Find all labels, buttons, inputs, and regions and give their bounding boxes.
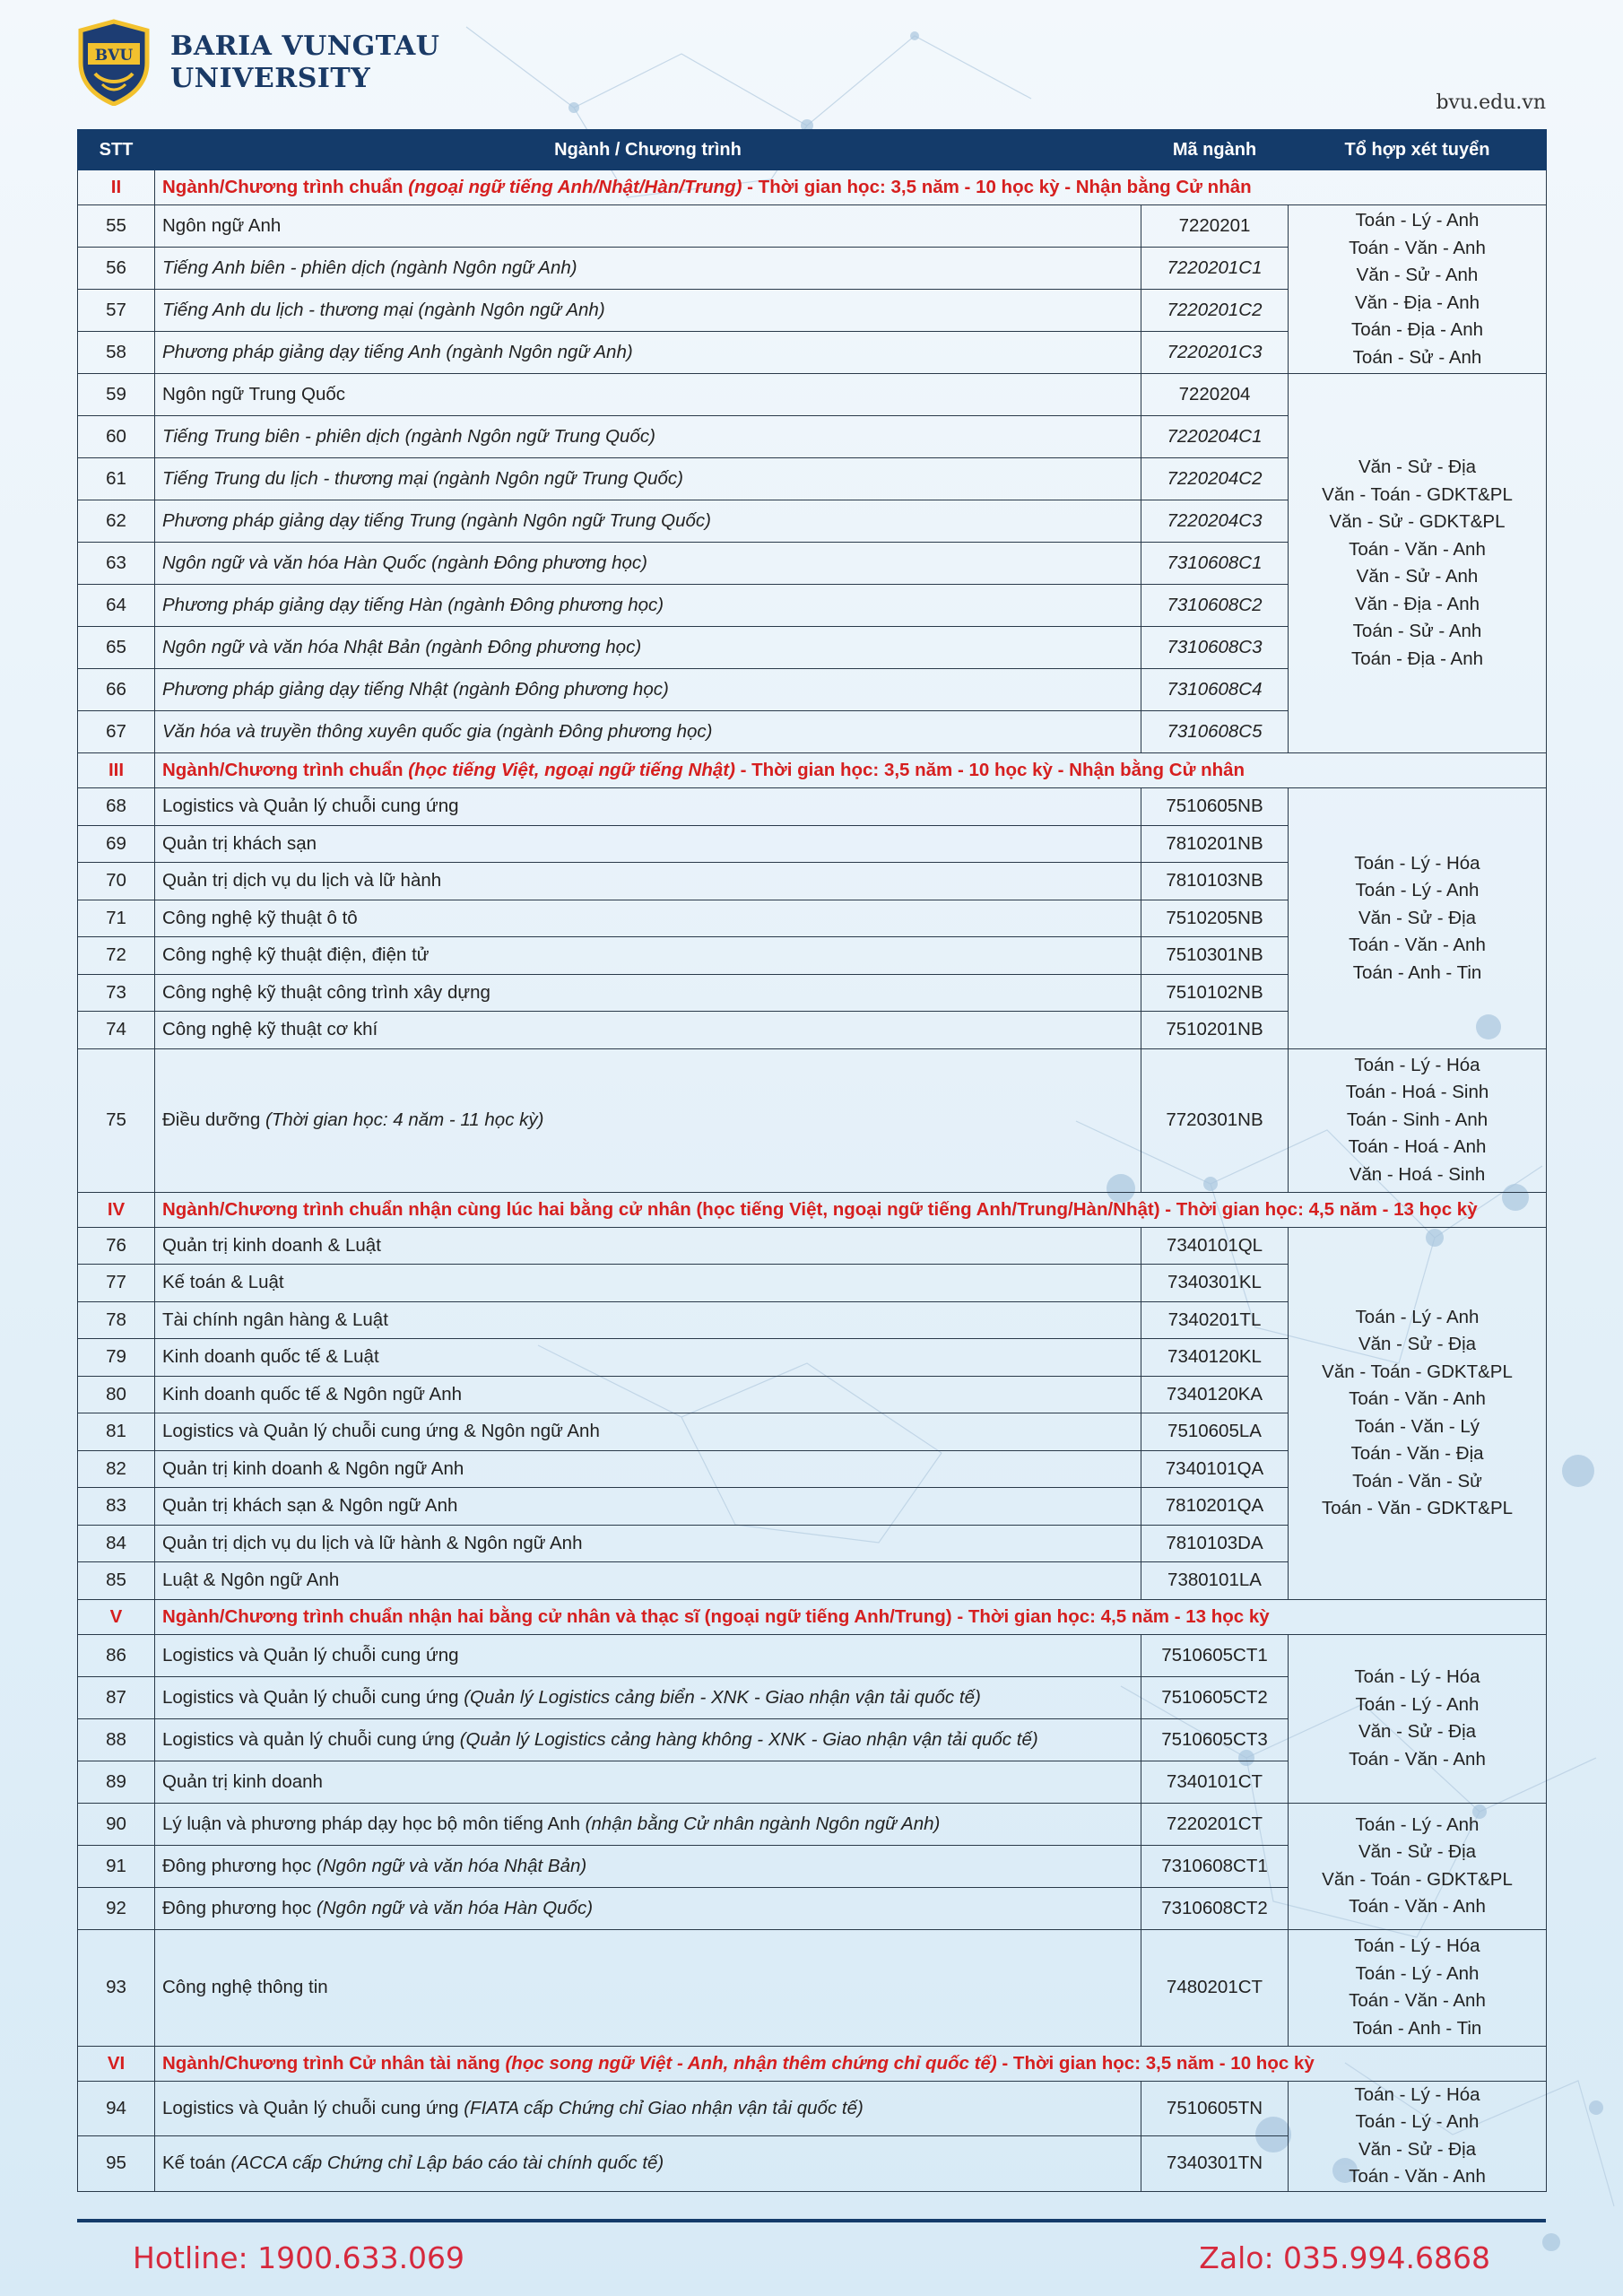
hotline-text[interactable]: Hotline: 1900.633.069 (133, 2240, 465, 2275)
table-row (78, 1803, 1547, 1845)
combination-item: Toán - Lý - Anh (1355, 1306, 1480, 1327)
row-program (155, 1265, 1141, 1302)
combination-item: Toán - Văn - Anh (1349, 237, 1486, 258)
row-stt: 94 (78, 2081, 155, 2136)
program-name: Ngôn ngữ Trung Quốc (162, 384, 346, 404)
row-stt: 84 (78, 1525, 155, 1562)
combination-cell (1289, 1227, 1547, 1599)
row-code: 7340101QL (1141, 1227, 1289, 1265)
combination-item: Toán - Lý - Hóa (1354, 2083, 1480, 2105)
program-name: Logistics và Quản lý chuỗi cung ứng (162, 1644, 459, 1665)
section-title-part: (ngoại ngữ tiếng Anh/Nhật/Hàn/Trung) (408, 177, 742, 197)
university-name-line2: UNIVERSITY (170, 63, 371, 94)
row-stt: 55 (78, 205, 155, 248)
program-name: Ngôn ngữ Anh (162, 215, 282, 236)
program-name: Phương pháp giảng dạy tiếng Hàn (ngành Đông phương học) (162, 595, 664, 615)
row-stt: 68 (78, 788, 155, 826)
section-number: II (78, 170, 155, 205)
combination-item: Toán - Lý - Anh (1355, 1962, 1480, 1984)
row-stt: 90 (78, 1803, 155, 1845)
program-name: Quản trị kinh doanh (162, 1770, 323, 1792)
row-code: 7510301NB (1141, 937, 1289, 975)
university-logo (75, 18, 152, 106)
program-name: Quản trị khách sạn (162, 832, 317, 854)
section-row (78, 170, 1547, 205)
combination-cell (1289, 1929, 1547, 2046)
row-stt: 61 (78, 458, 155, 500)
program-name: Đông phương học (162, 1855, 317, 1876)
table-row (78, 1227, 1547, 1265)
combination-item: Toán - Lý - Anh (1355, 1693, 1480, 1715)
row-code: 7310608C3 (1141, 627, 1289, 669)
section-number: V (78, 1599, 155, 1634)
row-program (155, 1048, 1141, 1192)
row-code: 7340120KL (1141, 1339, 1289, 1377)
row-program (155, 332, 1141, 374)
combination-cell (1289, 2081, 1547, 2191)
combination-item: Toán - Văn - Anh (1349, 1388, 1486, 1409)
combination-cell (1289, 1803, 1547, 1929)
row-program (155, 863, 1141, 900)
row-program (155, 627, 1141, 669)
row-program (155, 205, 1141, 248)
program-name: Tài chính ngân hàng & Luật (162, 1309, 388, 1330)
program-name: Quản trị kinh doanh & Ngôn ngữ Anh (162, 1457, 464, 1479)
table-row (78, 2081, 1547, 2136)
row-stt: 65 (78, 627, 155, 669)
section-title-part: - Thời gian học: 3,5 năm - 10 học kỳ - Nhận bằng Cử nhân (734, 760, 1245, 780)
combination-item: Toán - Sinh - Anh (1346, 1109, 1488, 1130)
section-number: VI (78, 2046, 155, 2081)
combination-item: Văn - Sử - Địa (1358, 1841, 1477, 1862)
section-row (78, 753, 1547, 788)
combination-item: Toán - Văn - Anh (1349, 935, 1486, 955)
row-stt: 58 (78, 332, 155, 374)
row-code: 7310608C2 (1141, 585, 1289, 627)
row-code: 7510102NB (1141, 974, 1289, 1012)
program-name: Văn hóa và truyền thông xuyên quốc gia (ngành Đông phương học) (162, 721, 713, 742)
row-code: 7380101LA (1141, 1562, 1289, 1600)
combination-item: Toán - Văn - Anh (1349, 1748, 1486, 1770)
row-code: 7220201C2 (1141, 290, 1289, 332)
row-stt: 69 (78, 825, 155, 863)
combination-item: Toán - Địa - Anh (1351, 648, 1483, 669)
table-body (78, 170, 1547, 2192)
row-program (155, 937, 1141, 975)
table-row (78, 205, 1547, 248)
university-name (170, 30, 439, 95)
combination-item: Văn - Sử - Địa (1358, 2138, 1477, 2160)
program-note: (Quản lý Logistics cảng hàng không - XNK - Giao nhận vận tải quốc tế) (459, 1728, 1038, 1750)
section-number: IV (78, 1192, 155, 1227)
program-name: Lý luận và phương pháp dạy học bộ môn tiếng Anh (162, 1813, 586, 1834)
combination-item: Văn - Hoá - Sinh (1349, 1163, 1486, 1185)
table-row (78, 788, 1547, 826)
program-name: Quản trị dịch vụ du lịch và lữ hành (162, 870, 442, 891)
section-title-part: Ngành/Chương trình chuẩn (162, 760, 409, 780)
row-stt: 67 (78, 711, 155, 753)
row-program (155, 900, 1141, 937)
row-stt: 88 (78, 1718, 155, 1761)
row-code: 7340120KA (1141, 1376, 1289, 1413)
row-code: 7480201CT (1141, 1929, 1289, 2046)
zalo-text[interactable]: Zalo: 035.994.6868 (1199, 2240, 1490, 2275)
row-stt: 74 (78, 1012, 155, 1049)
combination-item: Toán - Văn - Anh (1349, 538, 1486, 560)
combination-item: Văn - Sử - GDKT&PL (1329, 511, 1506, 532)
program-name: Quản trị kinh doanh & Luật (162, 1234, 381, 1256)
combination-item: Toán - Hoá - Sinh (1345, 1082, 1489, 1103)
row-stt: 77 (78, 1265, 155, 1302)
combination-item: Toán - Địa - Anh (1351, 319, 1483, 340)
section-title (155, 170, 1547, 205)
row-code: 7220204C3 (1141, 500, 1289, 543)
program-note: (ACCA cấp Chứng chỉ Lập báo cáo tài chính quốc tế) (230, 2152, 664, 2174)
row-program (155, 974, 1141, 1012)
combination-item: Toán - Sử - Anh (1352, 621, 1482, 641)
program-name: Quản trị khách sạn & Ngôn ngữ Anh (162, 1495, 458, 1517)
row-program (155, 1718, 1141, 1761)
combination-item: Toán - Sử - Anh (1352, 346, 1482, 368)
row-code: 7310608C1 (1141, 543, 1289, 585)
programs-table (77, 129, 1547, 2192)
row-program (155, 2136, 1141, 2192)
section-title (155, 753, 1547, 788)
row-program (155, 248, 1141, 290)
row-stt: 70 (78, 863, 155, 900)
program-name: Kế toán & Luật (162, 1272, 284, 1293)
row-code: 7310608C5 (1141, 711, 1289, 753)
row-program (155, 788, 1141, 826)
program-name: Công nghệ kỹ thuật ô tô (162, 907, 358, 928)
header-stt: STT (78, 130, 155, 170)
row-stt: 92 (78, 1887, 155, 1929)
section-number: III (78, 753, 155, 788)
program-name: Điều dưỡng (162, 1109, 265, 1130)
website-link[interactable]: bvu.edu.vn (1436, 91, 1546, 114)
row-program (155, 1562, 1141, 1600)
row-stt: 91 (78, 1845, 155, 1887)
row-program (155, 669, 1141, 711)
university-name-line1: BARIA VUNGTAU (170, 30, 440, 62)
row-program (155, 825, 1141, 863)
row-stt: 75 (78, 1048, 155, 1192)
row-code: 7220201C3 (1141, 332, 1289, 374)
section-title-part: Ngành/Chương trình Cử nhân tài năng (162, 2052, 506, 2074)
row-stt: 81 (78, 1413, 155, 1451)
row-program (155, 585, 1141, 627)
row-program (155, 1803, 1141, 1845)
program-name: Công nghệ kỹ thuật công trình xây dựng (162, 981, 490, 1003)
section-row (78, 2046, 1547, 2081)
row-code: 7810201NB (1141, 825, 1289, 863)
combination-item: Toán - Văn - GDKT&PL (1321, 1498, 1514, 1518)
row-stt: 79 (78, 1339, 155, 1377)
program-note: (FIATA cấp Chứng chỉ Giao nhận vận tải quốc tế) (464, 2097, 864, 2118)
row-program (155, 1488, 1141, 1526)
combination-item: Toán - Lý - Hóa (1354, 1935, 1480, 1956)
program-name: Phương pháp giảng dạy tiếng Anh (ngành Ngôn ngữ Anh) (162, 342, 633, 362)
row-code: 7220201 (1141, 205, 1289, 248)
row-program (155, 711, 1141, 753)
page-header (75, 18, 1546, 114)
combination-item: Văn - Sử - Địa (1358, 907, 1477, 928)
combination-item: Toán - Lý - Anh (1355, 1813, 1480, 1835)
program-name: Công nghệ kỹ thuật cơ khí (162, 1019, 378, 1040)
row-stt: 76 (78, 1227, 155, 1265)
combination-item: Văn - Sử - Anh (1356, 265, 1479, 285)
section-title-part: Ngành/Chương trình chuẩn (162, 177, 409, 197)
row-program (155, 1845, 1141, 1887)
program-name: Logistics và Quản lý chuỗi cung ứng (162, 2097, 464, 2118)
table-row (78, 1634, 1547, 1676)
header-program: Ngành / Chương trình (155, 130, 1141, 170)
row-program (155, 1301, 1141, 1339)
combination-item: Văn - Địa - Anh (1354, 291, 1480, 313)
row-code: 7510205NB (1141, 900, 1289, 937)
header-code: Mã ngành (1141, 130, 1289, 170)
table-row (78, 374, 1547, 416)
combination-cell (1289, 1048, 1547, 1192)
combination-item: Toán - Văn - Anh (1349, 1990, 1486, 2011)
combination-item: Toán - Lý - Anh (1355, 2111, 1480, 2132)
row-stt: 86 (78, 1634, 155, 1676)
program-name: Tiếng Trung biên - phiên dịch (ngành Ngôn ngữ Trung Quốc) (162, 426, 655, 447)
combination-item: Toán - Lý - Anh (1355, 880, 1480, 900)
row-code: 7510605CT1 (1141, 1634, 1289, 1676)
row-code: 7310608C4 (1141, 669, 1289, 711)
row-code: 7310608CT1 (1141, 1845, 1289, 1887)
program-name: Tiếng Trung du lịch - thương mại (ngành Ngôn ngữ Trung Quốc) (162, 468, 683, 489)
row-stt: 85 (78, 1562, 155, 1600)
row-stt: 66 (78, 669, 155, 711)
row-stt: 95 (78, 2136, 155, 2192)
program-name: Logistics và Quản lý chuỗi cung ứng (162, 796, 459, 817)
row-program (155, 1676, 1141, 1718)
section-title (155, 1599, 1547, 1634)
row-stt: 56 (78, 248, 155, 290)
program-name: Phương pháp giảng dạy tiếng Nhật (ngành Đông phương học) (162, 679, 669, 700)
section-title-part: - Thời gian học: 3,5 năm - 10 học kỳ (996, 2052, 1315, 2074)
row-code: 7340301KL (1141, 1265, 1289, 1302)
header-combinations: Tổ hợp xét tuyển (1289, 130, 1547, 170)
row-code: 7510201NB (1141, 1012, 1289, 1049)
combination-item: Toán - Văn - Lý (1354, 1415, 1480, 1437)
row-program (155, 416, 1141, 458)
table-row (78, 1929, 1547, 2046)
combination-item: Văn - Sử - Anh (1356, 566, 1479, 587)
combination-item: Toán - Văn - Anh (1349, 2166, 1486, 2187)
program-note: (Ngôn ngữ và văn hóa Nhật Bản) (316, 1855, 587, 1876)
row-code: 7220204C2 (1141, 458, 1289, 500)
program-name: Quản trị dịch vụ du lịch và lữ hành & Ngôn ngữ Anh (162, 1532, 583, 1553)
row-stt: 78 (78, 1301, 155, 1339)
program-note: (Ngôn ngữ và văn hóa Hàn Quốc) (316, 1897, 594, 1918)
program-name: Ngôn ngữ và văn hóa Hàn Quốc (ngành Đông phương học) (162, 552, 647, 573)
combination-item: Văn - Sử - Địa (1358, 457, 1477, 477)
row-stt: 64 (78, 585, 155, 627)
table-header-row (78, 130, 1547, 170)
row-program (155, 290, 1141, 332)
row-program (155, 1012, 1141, 1049)
combination-item: Văn - Toán - GDKT&PL (1322, 1868, 1513, 1890)
section-title-part: - Thời gian học: 3,5 năm - 10 học kỳ - Nhận bằng Cử nhân (742, 177, 1252, 197)
logo-text: BVU (94, 47, 134, 65)
combination-cell (1289, 1634, 1547, 1803)
program-name: Kinh doanh quốc tế & Ngôn ngữ Anh (162, 1383, 463, 1405)
row-code: 7340101QA (1141, 1450, 1289, 1488)
row-stt: 60 (78, 416, 155, 458)
row-code: 7220204 (1141, 374, 1289, 416)
combination-item: Toán - Văn - Địa (1350, 1443, 1484, 1464)
row-code: 7720301NB (1141, 1048, 1289, 1192)
program-name: Logistics và Quản lý chuỗi cung ứng & Ngôn ngữ Anh (162, 1421, 600, 1442)
row-stt: 57 (78, 290, 155, 332)
row-program (155, 543, 1141, 585)
row-code: 7340101CT (1141, 1761, 1289, 1803)
section-title-part: (học song ngữ Việt - Anh, nhận thêm chứng chỉ quốc tế) (505, 2052, 997, 2074)
program-note: (Quản lý Logistics cảng biển - XNK - Giao nhận vận tải quốc tế) (464, 1686, 981, 1708)
program-name: Kinh doanh quốc tế & Luật (162, 1346, 379, 1368)
row-code: 7810201QA (1141, 1488, 1289, 1526)
row-program (155, 374, 1141, 416)
combination-item: Văn - Toán - GDKT&PL (1322, 1361, 1513, 1382)
combination-item: Toán - Anh - Tin (1352, 2017, 1482, 2039)
row-stt: 59 (78, 374, 155, 416)
row-code: 7510605LA (1141, 1413, 1289, 1451)
program-name: Logistics và quản lý chuỗi cung ứng (162, 1728, 460, 1750)
combination-item: Toán - Văn - Anh (1349, 1896, 1486, 1917)
row-program (155, 1376, 1141, 1413)
section-title-part: Ngành/Chương trình chuẩn nhận hai bằng cử nhân và thạc sĩ (ngoại ngữ tiếng Anh/Trung) - Thời gian học: 4,5 năm - 13 học kỳ (162, 1605, 1270, 1627)
combination-cell (1289, 205, 1547, 374)
program-name: Logistics và Quản lý chuỗi cung ứng (162, 1686, 464, 1708)
row-code: 7220201CT (1141, 1803, 1289, 1845)
row-stt: 89 (78, 1761, 155, 1803)
row-program (155, 500, 1141, 543)
section-title-part: Ngành/Chương trình chuẩn nhận cùng lúc hai bằng cử nhân (học tiếng Việt, ngoại ngữ tiếng Anh/Trung/Hàn/Nhật) - Thời gian học: 4,5 năm - 13 học kỳ (162, 1198, 1478, 1220)
combination-cell (1289, 788, 1547, 1049)
row-code: 7220204C1 (1141, 416, 1289, 458)
row-stt: 72 (78, 937, 155, 975)
program-name: Tiếng Anh biên - phiên dịch (ngành Ngôn ngữ Anh) (162, 257, 577, 278)
program-name: Ngôn ngữ và văn hóa Nhật Bản (ngành Đông phương học) (162, 637, 642, 657)
program-name: Công nghệ thông tin (162, 1977, 328, 1997)
row-code: 7510605NB (1141, 788, 1289, 826)
row-program (155, 1761, 1141, 1803)
program-note: (nhận bằng Cử nhân ngành Ngôn ngữ Anh) (585, 1813, 941, 1834)
row-stt: 82 (78, 1450, 155, 1488)
section-title-part: (học tiếng Việt, ngoại ngữ tiếng Nhật) (408, 760, 735, 780)
row-program (155, 1227, 1141, 1265)
row-stt: 62 (78, 500, 155, 543)
combination-item: Văn - Sử - Địa (1358, 1334, 1477, 1354)
row-code: 7510605CT2 (1141, 1676, 1289, 1718)
row-code: 7510605TN (1141, 2081, 1289, 2136)
combination-item: Toán - Lý - Hóa (1354, 852, 1480, 874)
row-program (155, 1634, 1141, 1676)
row-code: 7220201C1 (1141, 248, 1289, 290)
row-stt: 83 (78, 1488, 155, 1526)
section-title (155, 1192, 1547, 1227)
row-stt: 87 (78, 1676, 155, 1718)
program-name: Tiếng Anh du lịch - thương mại (ngành Ngôn ngữ Anh) (162, 300, 605, 320)
combination-item: Văn - Toán - GDKT&PL (1322, 483, 1513, 505)
program-name: Công nghệ kỹ thuật điện, điện tử (162, 944, 430, 966)
row-program (155, 2081, 1141, 2136)
program-note: (Thời gian học: 4 năm - 11 học kỳ) (265, 1109, 544, 1130)
row-program (155, 1413, 1141, 1451)
row-stt: 93 (78, 1929, 155, 2046)
section-title (155, 2046, 1547, 2081)
program-name: Kế toán (162, 2152, 231, 2174)
row-program (155, 1339, 1141, 1377)
section-row (78, 1192, 1547, 1227)
combination-item: Toán - Văn - Sử (1352, 1470, 1482, 1492)
table-row (78, 1048, 1547, 1192)
row-program (155, 1929, 1141, 2046)
row-program (155, 1525, 1141, 1562)
row-stt: 71 (78, 900, 155, 937)
row-program (155, 1887, 1141, 1929)
row-stt: 63 (78, 543, 155, 585)
row-program (155, 1450, 1141, 1488)
row-code: 7310608CT2 (1141, 1887, 1289, 1929)
row-code: 7810103NB (1141, 863, 1289, 900)
bottom-divider (77, 2219, 1546, 2222)
row-stt: 80 (78, 1376, 155, 1413)
combination-item: Văn - Địa - Anh (1354, 593, 1480, 614)
row-code: 7810103DA (1141, 1525, 1289, 1562)
row-code: 7340301TN (1141, 2136, 1289, 2192)
row-code: 7510605CT3 (1141, 1718, 1289, 1761)
combination-item: Toán - Hoá - Anh (1348, 1136, 1487, 1158)
program-name: Đông phương học (162, 1897, 317, 1918)
row-code: 7340201TL (1141, 1301, 1289, 1339)
combination-item: Toán - Lý - Hóa (1354, 1666, 1480, 1687)
row-program (155, 458, 1141, 500)
program-name: Phương pháp giảng dạy tiếng Trung (ngành Ngôn ngữ Trung Quốc) (162, 510, 712, 531)
section-row (78, 1599, 1547, 1634)
program-name: Luật & Ngôn ngữ Anh (162, 1570, 340, 1591)
combination-item: Văn - Sử - Địa (1358, 1721, 1477, 1742)
combination-item: Toán - Anh - Tin (1352, 961, 1482, 983)
combination-item: Toán - Lý - Hóa (1354, 1054, 1480, 1075)
combination-item: Toán - Lý - Anh (1355, 210, 1480, 230)
combination-cell (1289, 374, 1547, 753)
row-stt: 73 (78, 974, 155, 1012)
